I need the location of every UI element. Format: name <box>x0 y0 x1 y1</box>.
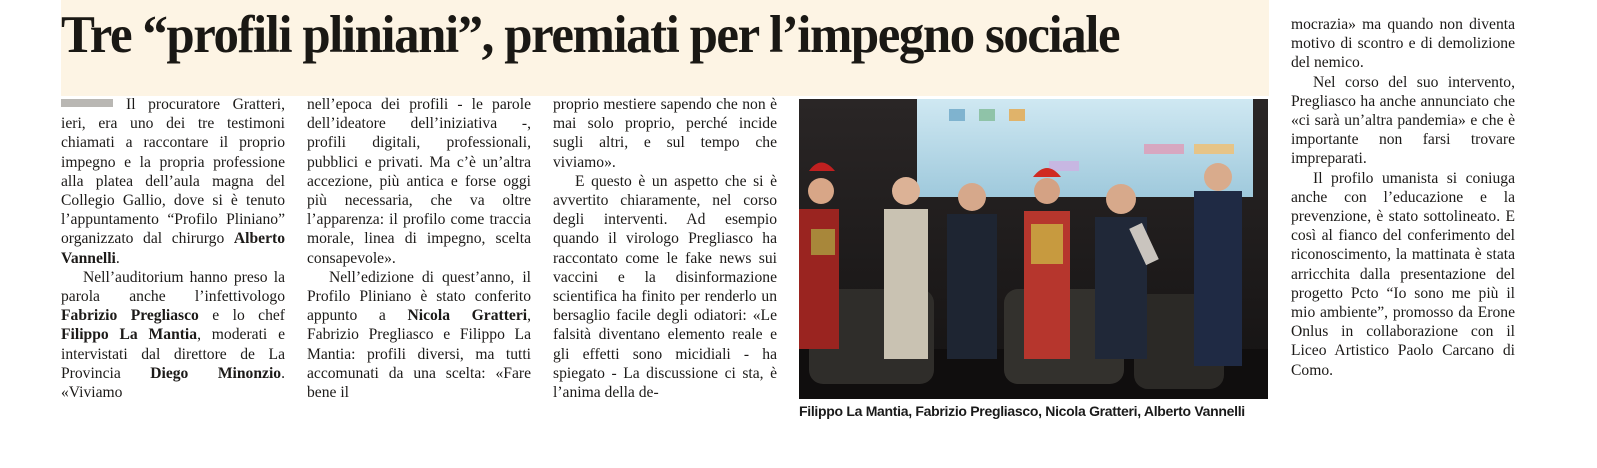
paragraph: proprio mestiere sapendo che non è mai solo proprio, perché incide sugli altri, e sul tempo che viviamo». <box>553 96 777 171</box>
paragraph-text: , Fabrizio Pregliasco e Filippo La Mantia: profili diversi, ma tutti accomunati da una scelta: «Fare bene il <box>307 307 531 402</box>
paragraph-text: . «Viviamo <box>61 364 285 402</box>
article-headline: Tre “profili pliniani”, premiati per l’impegno sociale <box>61 6 1120 64</box>
photo-caption: Filippo La Mantia, Fabrizio Pregliasco, Nicola Gratteri, Alberto Vannelli <box>799 403 1245 419</box>
name-bold: Diego Minonzio <box>150 364 282 382</box>
paragraph <box>61 95 285 268</box>
article-column-5 <box>1291 15 1515 380</box>
article-photo <box>799 99 1268 399</box>
paragraph: nell’epoca dei profili - le parole dell’ideatore dell’iniziativa -, profili digitali, professionali, pubblici e privati. Ma c’è un’altra accezione, più antica e forse oggi più necessaria, che va oltre l’apparenza: il profilo come traccia morale, linea di impegno, scelta consapevole». <box>307 96 531 267</box>
paragraph: mocrazia» ma quando non diventa motivo di scontro e di demolizione del nemico. <box>1291 16 1515 72</box>
paragraph-text: . <box>115 249 120 267</box>
name-bold: Fabrizio Pregliasco <box>61 307 199 325</box>
paragraph-text: Nell’edizione di quest’anno, il Profilo Pliniano è stato conferito appunto a <box>307 268 531 325</box>
article-column-1 <box>61 95 285 402</box>
lead-rule <box>61 99 113 107</box>
name-bold: Filippo La Mantia <box>61 326 198 344</box>
name-bold: Nicola Gratteri <box>407 307 528 325</box>
paragraph-text: Il procuratore Gratteri, ieri, era uno dei tre testimoni chiamati a raccontare il proprio impegno e la propria professione alla platea dell’aula magna del Collegio Gallio, dove si è tenuto l’appuntamento “Profilo Pliniano” organizzato dal chirurgo <box>61 96 285 248</box>
article-column-3 <box>553 95 777 402</box>
paragraph: Nel corso del suo intervento, Pregliasco ha anche annunciato che «ci sarà un’altra pandemia» e che è importante non farsi trovare impreparati. <box>1291 73 1515 168</box>
name-bold: Alberto Vannelli <box>61 230 285 267</box>
paragraph <box>307 268 531 402</box>
paragraph: Il profilo umanista si coniuga anche con l’educazione e la prevenzione, è stato sottolineato. E così al fianco del conferimento del riconoscimento, la mattinata è stata arricchita dalla presentazione del progetto Pcto “Io sono me più il mio ambiente”, promosso da Erone Onlus in collaborazione con il Liceo Artistico Paolo Carcano di Como. <box>1291 169 1515 379</box>
paragraph <box>61 268 285 402</box>
paragraph-text: , moderati e intervistati dal direttore de La Provincia <box>61 326 285 382</box>
paragraph-text: Nell’auditorium hanno preso la parola anche l’infettivologo <box>61 268 285 306</box>
article-column-2 <box>307 95 531 402</box>
paragraph-text: e lo chef <box>198 307 285 325</box>
photo-illustration <box>799 99 1268 399</box>
paragraph: E questo è un aspetto che si è avvertito chiaramente, nel corso degli interventi. Ad esempio quando il virologo Pregliasco ha raccontato come le fake news sui vaccini e la disinformazione scientifica ha finito per renderlo un bersaglio facile degli odiatori: «Le falsità diventano elemento reale e gli effetti sono micidiali - ha spiegato - La discussione ci sta, è l’anima della de- <box>553 172 777 402</box>
